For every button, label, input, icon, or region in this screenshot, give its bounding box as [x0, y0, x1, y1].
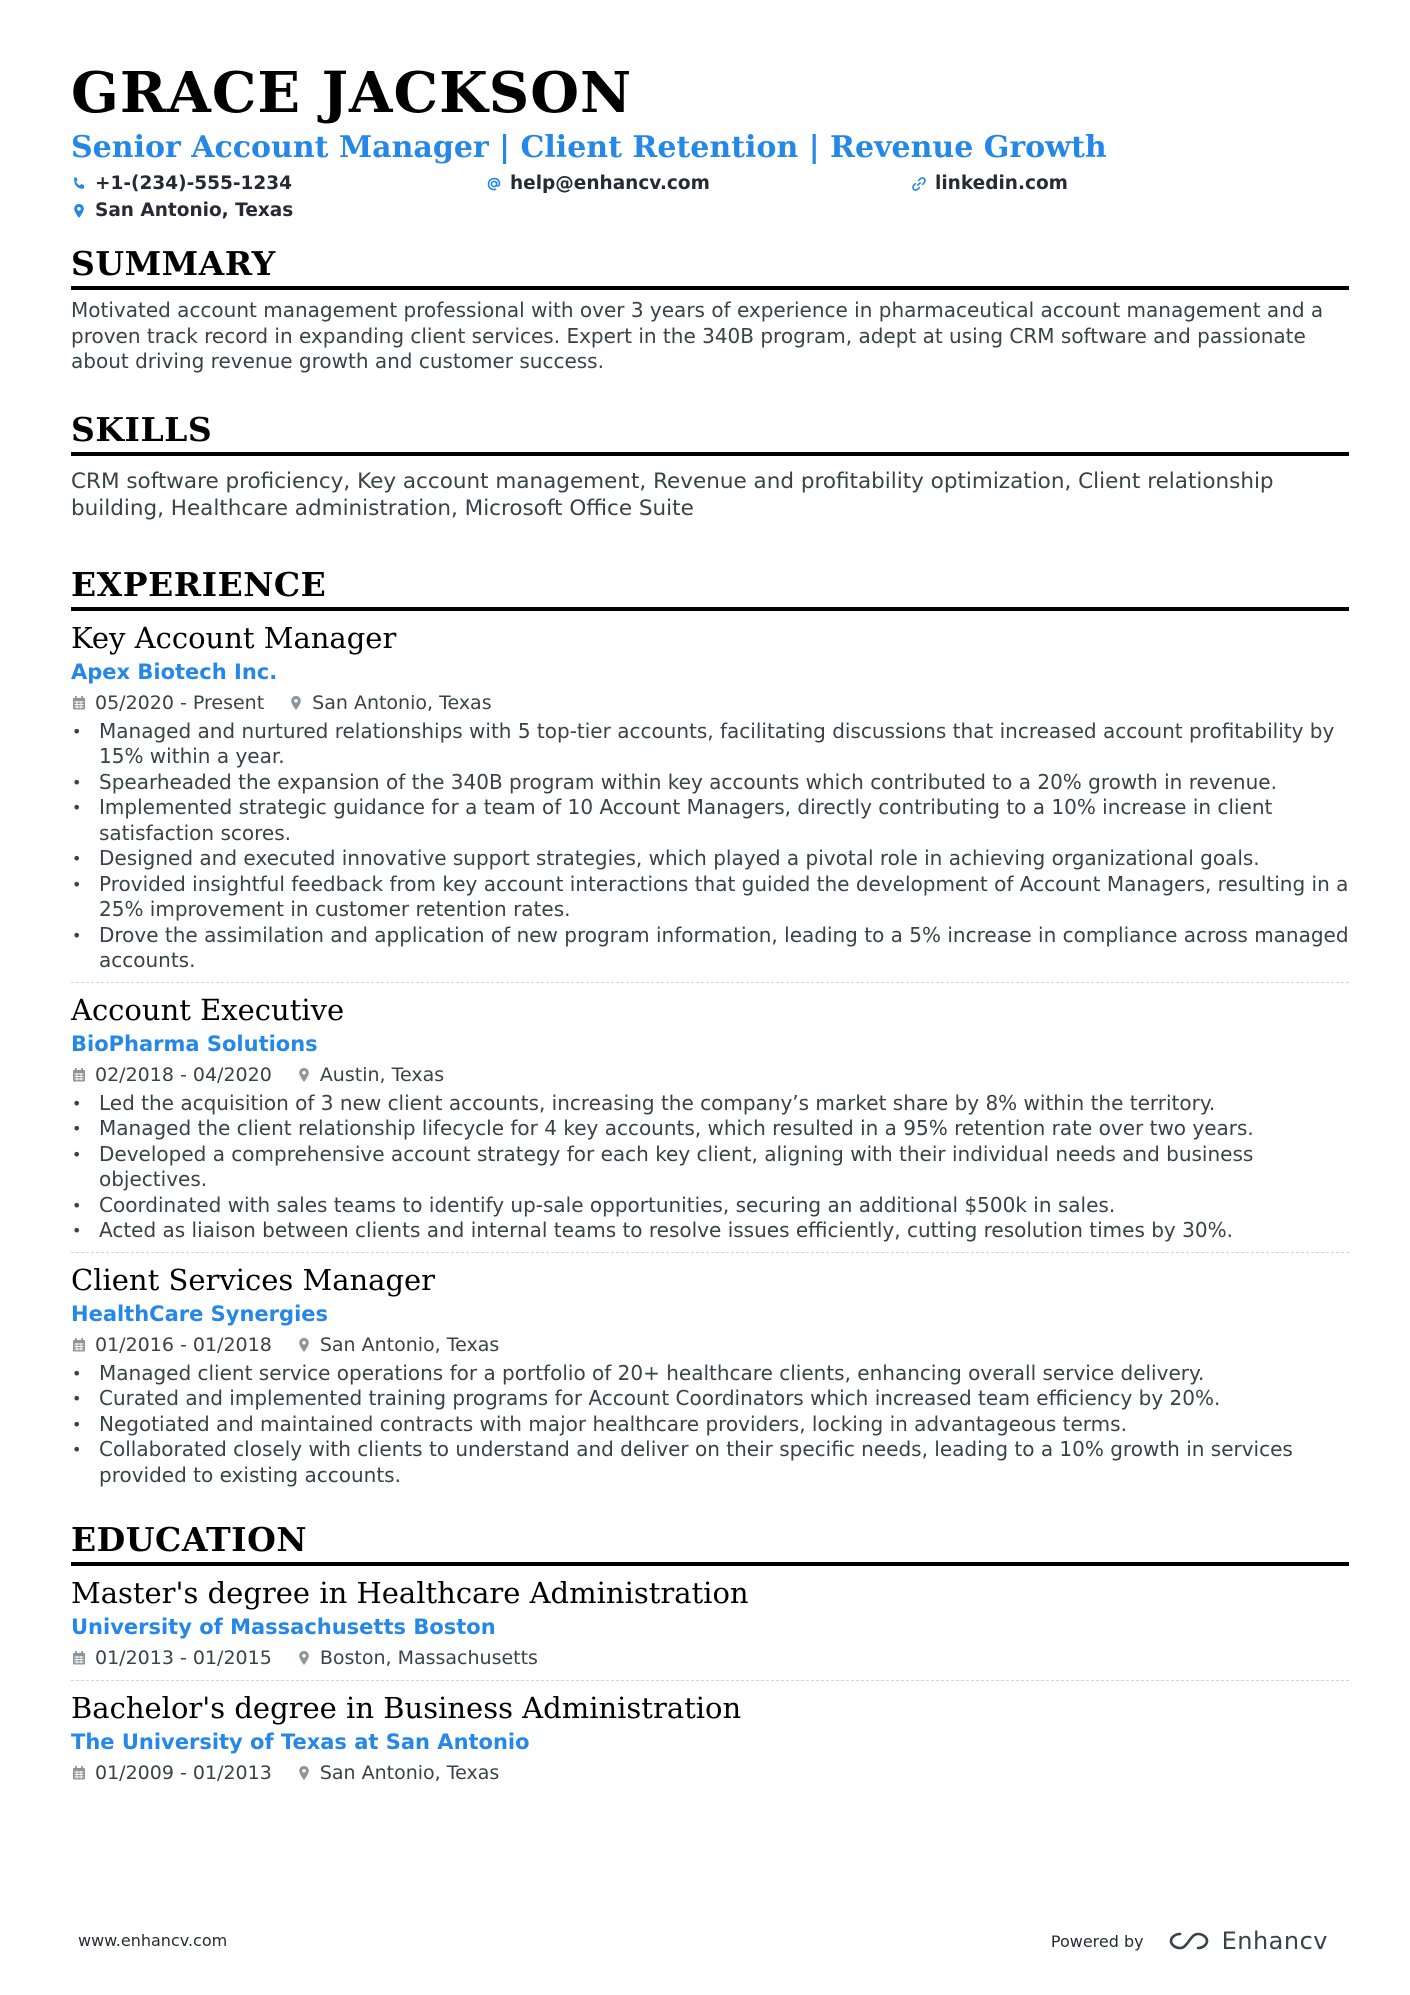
achievement-item: • Led the acquisition of 3 new client accounts, increasing the company’s market share by 8% within the territory. — [71, 1091, 1349, 1117]
location-text: San Antonio, Texas — [312, 691, 492, 714]
degree-title: Bachelor's degree in Business Administration — [71, 1691, 742, 1725]
resume-page — [71, 58, 1349, 1789]
skills-section — [71, 408, 1349, 522]
summary-title: SUMMARY — [71, 242, 1349, 290]
location-text: San Antonio, Texas — [319, 1333, 500, 1356]
job-meta — [71, 1059, 1349, 1091]
degree-title: Master's degree in Healthcare Administration — [71, 1576, 749, 1610]
education-dates — [71, 1647, 272, 1669]
job-dates — [71, 1064, 272, 1086]
dates-text: 02/2018 - 04/2020 — [95, 1063, 272, 1086]
education-dates — [71, 1762, 272, 1784]
school-name: University of Massachusetts Boston — [71, 1615, 496, 1639]
calendar-icon — [71, 1337, 87, 1353]
contact-phone[interactable] — [71, 173, 292, 194]
dates-text: 01/2009 - 01/2013 — [95, 1762, 272, 1784]
map-pin-icon — [71, 203, 87, 219]
experience-section — [71, 563, 1349, 1489]
map-pin-icon — [296, 1337, 312, 1353]
candidate-name: GRACE JACKSON — [71, 60, 633, 126]
phone-text: +1-(234)-555-1234 — [95, 173, 293, 194]
achievement-item: • Coordinated with sales teams to identify up-sale opportunities, securing an additional $500k in sales. — [71, 1193, 1349, 1219]
summary-section — [71, 242, 1349, 375]
company-name: BioPharma Solutions — [71, 1031, 318, 1056]
achievements-list — [71, 1361, 1349, 1489]
achievement-item: • Developed a comprehensive account strategy for each key client, aligning with their individual needs and business objectives. — [71, 1142, 1349, 1193]
calendar-icon — [71, 695, 87, 711]
education-location — [296, 1762, 499, 1784]
contact-email[interactable] — [486, 173, 710, 194]
summary-text: Motivated account management professional with over 3 years of experience in pharmaceutical account management and a proven track record in expanding client services. Expert in the 340B program, adept at using CRM software and passionate about driving revenue growth and customer success. — [71, 298, 1324, 373]
contact-info — [71, 170, 1349, 226]
powered-by-label: Powered by — [1050, 1931, 1144, 1951]
map-pin-icon — [288, 695, 304, 711]
achievement-item: • Drove the assimilation and application of new program information, leading to a 5% increase in compliance across managed accounts. — [71, 923, 1349, 974]
job-dates — [71, 692, 264, 714]
link-icon — [911, 176, 927, 192]
email-text: help@enhancv.com — [510, 173, 710, 194]
company-name: HealthCare Synergies — [71, 1301, 329, 1326]
map-pin-icon — [296, 1067, 312, 1083]
education-meta — [71, 1642, 1349, 1674]
achievement-item: • Negotiated and maintained contracts with major healthcare providers, locking in advantageous terms. — [71, 1412, 1349, 1438]
achievements-list — [71, 719, 1349, 974]
brand-logo[interactable] — [1166, 1927, 1328, 1955]
achievement-item: • Implemented strategic guidance for a team of 10 Account Managers, directly contributing to a 10% increase in client satisfaction scores. — [71, 795, 1349, 846]
achievement-item: • Designed and executed innovative support strategies, which played a pivotal role in achieving organizational goals. — [71, 846, 1349, 872]
company-name: Apex Biotech Inc. — [71, 659, 278, 684]
achievement-item: • Managed the client relationship lifecycle for 4 key accounts, which resulted in a 95% retention rate over two years. — [71, 1116, 1349, 1142]
footer-branding — [1051, 1921, 1328, 1961]
experience-title: EXPERIENCE — [71, 563, 1349, 611]
experience-entry — [71, 982, 1349, 1244]
location-text: Boston, Massachusetts — [319, 1647, 538, 1669]
location-text: San Antonio, Texas — [95, 200, 294, 221]
at-sign-icon — [486, 176, 502, 192]
dates-text: 01/2016 - 01/2018 — [95, 1333, 272, 1356]
achievement-item: • Collaborated closely with clients to understand and deliver on their specific needs, leading to a 10% growth in services provided to existing accounts. — [71, 1437, 1349, 1488]
job-location — [296, 1334, 499, 1356]
brand-name: Enhancv — [1221, 1927, 1328, 1955]
education-location — [296, 1647, 538, 1669]
school-name: The University of Texas at San Antonio — [71, 1730, 530, 1754]
job-title: Account Executive — [71, 992, 345, 1027]
calendar-icon — [71, 1067, 87, 1083]
footer — [78, 1921, 1328, 1961]
education-entry — [71, 1680, 1349, 1789]
education-section — [71, 1518, 1349, 1789]
calendar-icon — [71, 1650, 87, 1666]
experience-entry — [71, 1252, 1349, 1489]
skills-title: SKILLS — [71, 408, 1349, 456]
job-title: Key Account Manager — [71, 620, 397, 655]
achievement-item: • Managed client service operations for a portfolio of 20+ healthcare clients, enhancing overall service delivery. — [71, 1361, 1349, 1387]
map-pin-icon — [296, 1650, 312, 1666]
location-text: San Antonio, Texas — [319, 1762, 500, 1784]
job-meta — [71, 687, 1349, 719]
job-location — [296, 1064, 444, 1086]
dates-text: 05/2020 - Present — [95, 691, 265, 714]
achievement-item: • Acted as liaison between clients and internal teams to resolve issues efficiently, cutting resolution times by 30%. — [71, 1218, 1349, 1244]
phone-icon — [71, 176, 87, 192]
footer-website[interactable]: www.enhancv.com — [78, 1931, 228, 1950]
website-text: linkedin.com — [935, 173, 1068, 194]
headline: Senior Account Manager | Client Retention | Revenue Growth — [71, 130, 1107, 165]
job-location — [288, 692, 491, 714]
education-meta — [71, 1757, 1349, 1789]
job-title: Client Services Manager — [71, 1262, 436, 1297]
location-text: Austin, Texas — [319, 1063, 445, 1086]
enhancv-logo-icon — [1166, 1928, 1212, 1954]
map-pin-icon — [296, 1765, 312, 1781]
job-dates — [71, 1334, 272, 1356]
calendar-icon — [71, 1765, 87, 1781]
experience-entry — [71, 611, 1349, 974]
job-meta — [71, 1329, 1349, 1361]
achievement-item: • Curated and implemented training programs for Account Coordinators which increased team efficiency by 20%. — [71, 1386, 1349, 1412]
contact-location — [71, 200, 293, 221]
achievements-list — [71, 1091, 1349, 1244]
dates-text: 01/2013 - 01/2015 — [95, 1647, 272, 1669]
education-title: EDUCATION — [71, 1518, 1349, 1566]
skills-text: CRM software proficiency, Key account management, Revenue and profitability optimization, Client relationship building, Healthcare administration, Microsoft Office Suite — [71, 468, 1274, 521]
achievement-item: • Provided insightful feedback from key account interactions that guided the development of Account Managers, resulting in a 25% improvement in customer retention rates. — [71, 872, 1349, 923]
achievement-item: • Spearheaded the expansion of the 340B program within key accounts which contributed to a 20% growth in revenue. — [71, 770, 1349, 796]
contact-website[interactable] — [911, 173, 1068, 194]
achievement-item: • Managed and nurtured relationships with 5 top-tier accounts, facilitating discussions that increased account profitability by 15% within a year. — [71, 719, 1349, 770]
education-entry — [71, 1566, 1349, 1674]
